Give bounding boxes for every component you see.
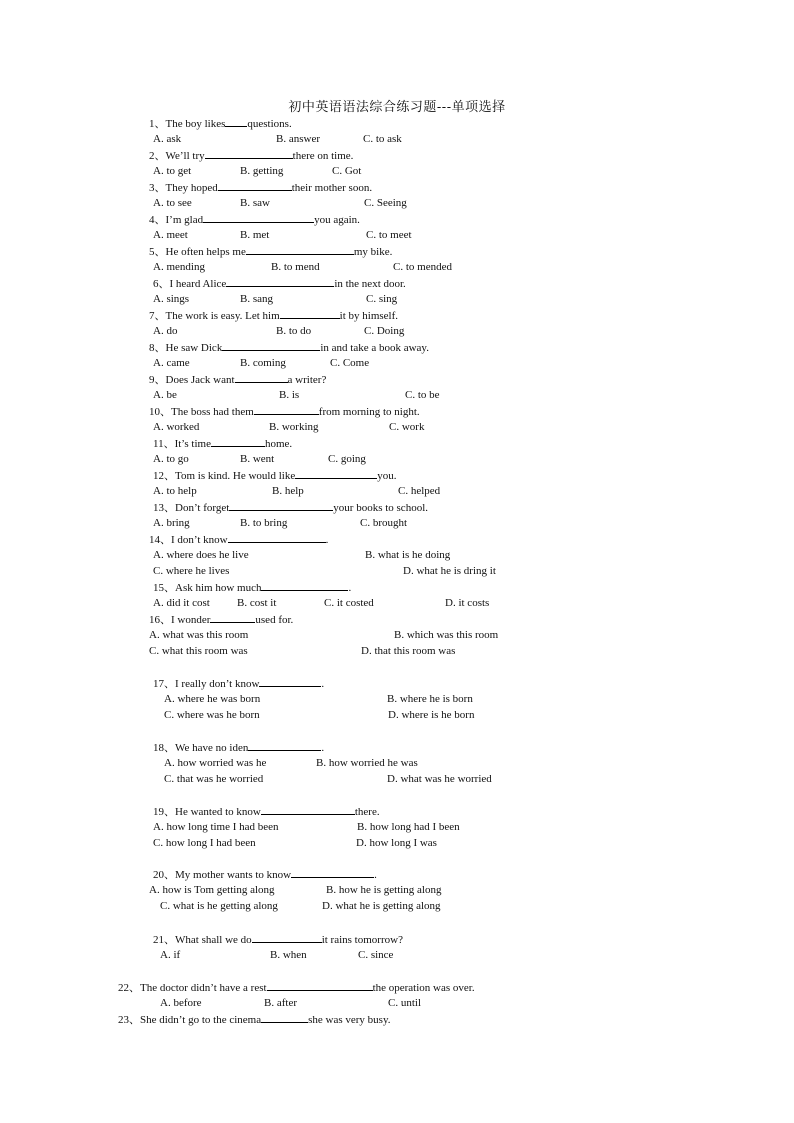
answer-option: B. when	[270, 949, 307, 961]
question-text-end: .	[348, 582, 352, 594]
answer-option: D. what was he worried	[387, 773, 492, 785]
answer-option: B. how long had I been	[357, 821, 460, 833]
answer-option: C. Got	[332, 165, 362, 177]
answer-option: C. how long I had been	[153, 837, 256, 849]
question-stem	[149, 340, 429, 354]
question-stem	[149, 180, 372, 194]
question-stem	[149, 212, 360, 226]
question-stem	[153, 580, 351, 594]
answer-option: B. working	[269, 421, 319, 433]
answer-option: A. bring	[153, 517, 190, 529]
answer-option: B. getting	[240, 165, 284, 177]
answer-blank	[205, 148, 293, 159]
question-stem	[153, 500, 428, 514]
question-text: 16、I wonder	[149, 614, 211, 626]
answer-blank	[203, 212, 314, 223]
answer-option: C. that was he worried	[164, 773, 264, 785]
answer-option: A. did it cost	[153, 597, 210, 609]
answer-option: C. to mended	[393, 261, 452, 273]
question-text-end: .	[321, 742, 325, 754]
answer-blank	[261, 1012, 308, 1023]
question-stem	[149, 532, 328, 546]
answer-option: B. how he is getting along	[326, 884, 442, 896]
answer-option: A. where he was born	[164, 693, 261, 705]
question-text: 10、The boss had them	[149, 406, 254, 418]
answer-blank	[267, 980, 373, 991]
answer-option: B. saw	[240, 197, 270, 209]
answer-option: C. to ask	[363, 133, 402, 145]
answer-option: A. sings	[153, 293, 190, 305]
question-text: 7、The work is easy. Let him	[149, 310, 280, 322]
question-text: 11、It’s time	[153, 438, 211, 450]
question-text-end: she was very busy.	[308, 1014, 391, 1026]
answer-option: B. to mend	[271, 261, 320, 273]
question-text: 1、The boy likes	[149, 118, 226, 130]
answer-option: C. going	[328, 453, 366, 465]
answer-option: A. before	[160, 997, 202, 1009]
question-text-end: .	[321, 678, 325, 690]
question-text-end: there on time.	[292, 150, 354, 162]
question-text-end: in and take a book away.	[320, 342, 429, 354]
answer-option: D. what he is getting along	[322, 900, 441, 912]
answer-option: B. to bring	[240, 517, 288, 529]
answer-blank	[248, 740, 321, 751]
answer-blank	[228, 532, 326, 543]
answer-option: D. it costs	[445, 597, 490, 609]
question-text: 17、I really don’t know	[153, 678, 260, 690]
question-stem	[153, 468, 396, 482]
answer-blank	[222, 340, 320, 351]
answer-option: C. where he lives	[153, 565, 230, 577]
question-text: 21、What shall we do	[153, 934, 252, 946]
answer-option: A. how worried was he	[164, 757, 267, 769]
answer-option: A. where does he live	[153, 549, 249, 561]
answer-option: B. cost it	[237, 597, 277, 609]
answer-option: C. work	[389, 421, 425, 433]
answer-option: C. since	[358, 949, 394, 961]
question-text: 22、The doctor didn’t have a rest	[118, 982, 267, 994]
answer-option: A. mending	[153, 261, 205, 273]
question-text-end: there.	[354, 806, 380, 818]
question-stem	[153, 867, 377, 881]
answer-blank	[226, 276, 334, 287]
question-stem	[153, 740, 324, 754]
question-stem	[149, 372, 326, 386]
answer-option: B. how worried he was	[316, 757, 418, 769]
question-text-end: it by himself.	[339, 310, 399, 322]
answer-option: D. that this room was	[361, 645, 456, 657]
answer-option: C. where was he born	[164, 709, 260, 721]
answer-blank	[261, 804, 355, 815]
question-stem	[153, 804, 380, 818]
answer-option: B. sang	[240, 293, 273, 305]
question-text-end: your books to school.	[333, 502, 429, 514]
answer-option: A. be	[153, 389, 177, 401]
answer-option: B. after	[264, 997, 297, 1009]
question-text: 2、We’ll try	[149, 150, 205, 162]
answer-blank	[211, 436, 265, 447]
answer-option: C. brought	[360, 517, 408, 529]
question-text: 9、Does Jack want	[149, 374, 235, 386]
answer-blank	[280, 308, 340, 319]
answer-option: C. to be	[405, 389, 440, 401]
question-stem	[149, 612, 293, 626]
answer-option: B. where he is born	[387, 693, 473, 705]
answer-option: B. coming	[240, 357, 286, 369]
question-text-end: .	[374, 869, 377, 881]
question-text-end: .	[325, 534, 329, 546]
answer-blank	[210, 612, 255, 623]
question-stem	[149, 116, 292, 130]
question-text-end: their mother soon.	[291, 182, 373, 194]
question-text-end: my bike.	[353, 246, 393, 258]
question-text-end: in the next door.	[334, 278, 406, 290]
question-text: 23、She didn’t go to the cinema	[118, 1014, 262, 1026]
question-text: 8、He saw Dick	[149, 342, 223, 354]
question-text-end: a writer?	[287, 374, 327, 386]
answer-option: A. what was this room	[149, 629, 249, 641]
answer-option: C. it costed	[324, 597, 374, 609]
question-text-end: you.	[377, 470, 397, 482]
question-text: 3、They hoped	[149, 182, 218, 194]
answer-option: D. where is he born	[388, 709, 475, 721]
question-stem	[149, 308, 398, 322]
question-text-end: questions.	[247, 118, 292, 130]
answer-option: A. to get	[153, 165, 192, 177]
answer-option: A. if	[160, 949, 181, 961]
answer-blank	[295, 468, 377, 479]
question-text: 14、I don’t know	[149, 534, 228, 546]
answer-option: D. how long I was	[356, 837, 437, 849]
answer-blank	[246, 244, 354, 255]
answer-option: B. to do	[276, 325, 312, 337]
answer-blank	[229, 500, 333, 511]
answer-option: B. is	[279, 389, 300, 401]
question-text-end: it rains tomorrow?	[321, 934, 403, 946]
answer-blank	[254, 404, 319, 415]
answer-option: B. which was this room	[394, 629, 499, 641]
question-stem	[149, 148, 353, 162]
answer-option: D. what he is dring it	[403, 565, 496, 577]
question-text-end: used for.	[255, 614, 294, 626]
answer-option: A. worked	[153, 421, 200, 433]
answer-option: A. came	[153, 357, 190, 369]
answer-option: C. helped	[398, 485, 441, 497]
answer-option: A. to help	[153, 485, 197, 497]
answer-option: A. how long time I had been	[153, 821, 279, 833]
question-text-end: the operation was over.	[372, 982, 475, 994]
answer-option: A. ask	[153, 133, 182, 145]
answer-option: A. do	[153, 325, 178, 337]
question-text: 19、He wanted to know	[153, 806, 261, 818]
answer-blank	[218, 180, 292, 191]
answer-option: C. Come	[330, 357, 370, 369]
question-text-end: home.	[264, 438, 293, 450]
question-text: 18、We have no iden	[153, 742, 249, 754]
answer-blank	[261, 580, 348, 591]
question-text-end: you again.	[314, 214, 360, 226]
question-stem	[153, 676, 324, 690]
question-text: 13、Don’t forget	[153, 502, 230, 514]
question-stem	[149, 244, 392, 258]
question-text: 20、My mother wants to know	[153, 869, 292, 881]
answer-option: A. to go	[153, 453, 189, 465]
answer-option: C. until	[388, 997, 422, 1009]
answer-option: C. what this room was	[149, 645, 248, 657]
question-text: 6、I heard Alice	[153, 278, 227, 290]
answer-blank	[252, 932, 322, 943]
question-stem	[118, 980, 475, 994]
answer-option: B. went	[240, 453, 275, 465]
question-text-end: from morning to night.	[318, 406, 420, 418]
answer-option: C. Seeing	[364, 197, 407, 209]
answer-option: B. met	[240, 229, 270, 241]
question-stem	[118, 1012, 390, 1026]
document-title: 初中英语语法综合练习题---单项选择	[288, 100, 506, 115]
question-text: 12、Tom is kind. He would like	[153, 470, 296, 482]
answer-blank	[235, 372, 288, 383]
answer-option: B. what is he doing	[365, 549, 451, 561]
question-stem	[149, 404, 420, 418]
answer-blank	[225, 116, 247, 127]
answer-option: A. to see	[153, 197, 192, 209]
answer-blank	[259, 676, 321, 687]
question-stem	[153, 436, 292, 450]
question-text: 5、He often helps me	[149, 246, 246, 258]
question-stem	[153, 932, 403, 946]
answer-option: B. help	[272, 485, 304, 497]
answer-option: B. answer	[276, 133, 320, 145]
answer-blank	[291, 867, 374, 878]
answer-option: C. sing	[366, 293, 398, 305]
answer-option: A. how is Tom getting along	[149, 884, 275, 896]
question-stem	[153, 276, 406, 290]
question-text: 4、I’m glad	[149, 214, 204, 226]
answer-option: C. what is he getting along	[160, 900, 278, 912]
answer-option: A. meet	[153, 229, 188, 241]
question-text: 15、Ask him how much	[153, 582, 262, 594]
answer-option: C. to meet	[366, 229, 412, 241]
answer-option: C. Doing	[364, 325, 405, 337]
